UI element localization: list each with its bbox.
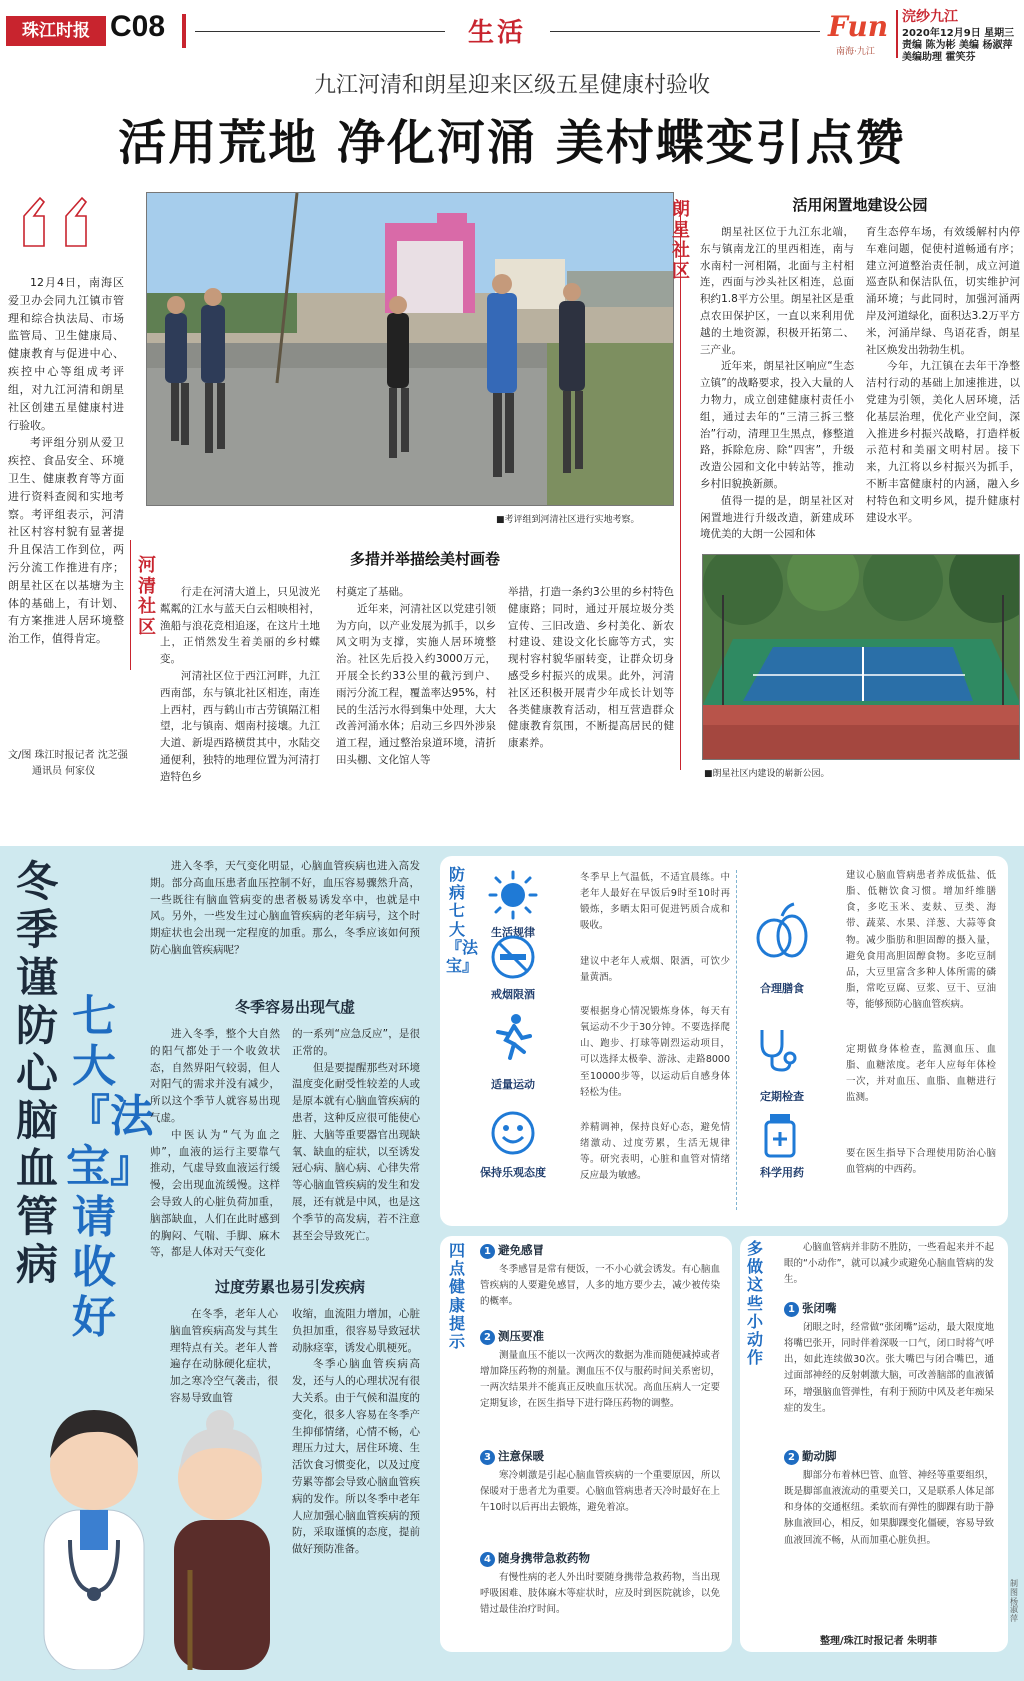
proof-line: 美编助理 霍笑芬	[902, 52, 976, 63]
body-paragraph: 河清社区位于西江河畔，九江西南部，东与镇北社区相连，南连上西村，西与鹤山市古劳镇隔江相望，北与镇南、烟南村接壤。九江大道、新堤西路横贯其中，水陆交通便利，独特的地理位置为河清打造特色乡	[160, 669, 320, 783]
action-number: 1	[784, 1302, 799, 1317]
item-text: 冬季早上气温低，不适宜晨练。中老年人最好在早饭后9时至10时再锻炼，多晒太阳可促进钙质合成和吸收。	[580, 872, 730, 932]
byline-reporter: 文/图 珠江时报记者 沈芝强	[8, 750, 128, 761]
byline	[8, 748, 140, 780]
medicine-icon	[760, 1110, 800, 1160]
sun-icon	[488, 870, 538, 920]
body-paragraph: 近年来，河清社区以党建引领为方向，以产业发展为抓手，以乡风文明为支撑，实施人居环境整治。社区先后投入约3000万元，开展全长约33公里的截污到户、雨污分流工程，覆盖率达95%，村民的生活污水得到集中处理，大大改善河涌水体；启动三乡四外涉泉道工程，通过整治泉道环境，清折田头棚、文化馆人等	[336, 602, 496, 766]
body-paragraph: 收缩，血流阻力增加，心脏负担加重，很容易导致冠状动脉痉挛，诱发心肌梗死。	[292, 1308, 420, 1354]
lead-text	[8, 274, 124, 648]
article-headline: 活用荒地 净化河涌 美村蝶变引点赞	[118, 115, 906, 171]
byline-correspondent: 通讯员 何家仪	[32, 766, 96, 777]
item-text: 建议中老年人戒烟、限酒，可饮少量黄酒。	[580, 956, 730, 984]
item-label: 适量运动	[491, 1078, 535, 1091]
header-rule-left	[195, 31, 445, 32]
tip-text: 冬季感冒是常有便饭，一不小心就会诱发。有心脑血管疾病的人要避免感冒，人多的地方要少去，减少被传染的概率。	[480, 1264, 720, 1308]
section-name: 生活	[468, 18, 527, 48]
tip-heading	[480, 1242, 544, 1259]
header-divider	[896, 10, 898, 58]
photo-caption: ■考评组到河清社区进行实地考察。	[496, 515, 640, 525]
action-title: 勤动脚	[802, 1449, 837, 1463]
tip-number: 3	[480, 1450, 495, 1465]
action-text: 闭眼之时，经常做“张闭嘴”运动，最大限度地将嘴巴张开，同时伴着深吸一口气，闭口时将气呼出，如此连续做30次。张大嘴巴与闭合嘴巴，通过面部神经的反射刺激大脑，可改善脑部的血液循环，增强脑血管弹性，有利于预防中风及老年痴呆症的发生。	[784, 1322, 994, 1414]
tip-heading	[480, 1550, 590, 1567]
body-paragraph: 村奠定了基础。	[336, 586, 410, 598]
intro-text	[150, 858, 420, 959]
tip-title: 避免感冒	[498, 1243, 544, 1257]
section-title-park: 活用闲置地建设公园	[792, 196, 928, 214]
item-text: 要在医生指导下合理使用防治心脑血管病的中西药。	[846, 1148, 996, 1176]
sec1-column-2	[336, 584, 496, 769]
label-seven-treasures: 防病七大『法宝』	[446, 865, 479, 976]
park-photo	[702, 554, 1020, 760]
tip-text: 有慢性病的老人外出时要随身携带急救药物，当出现呼吸困难、肢体麻木等症状时，应及时到医院就诊，以免错过最佳治疗时间。	[480, 1572, 720, 1616]
column-rule	[680, 200, 681, 770]
card-divider	[736, 870, 737, 1210]
item-label: 生活规律	[491, 926, 535, 939]
sec2-column-1	[700, 224, 854, 543]
winter-title: 冬季谨防心脑血管病	[15, 857, 58, 1289]
seven-treasures-title: 七大『法宝』请收好	[66, 991, 154, 1343]
body-paragraph: 今年，九江镇在去年干净整洁村行动的基础上加速推进，以党建为引领，美化人居环境，活化基层治理，优化产业空间，深入推进乡村振兴战略，打造样板示范村和美丽文明村居。接下来，九江将以乡村振兴为抓手，不断丰富健康村的内涵，融入乡村特色和文明乡风，提升健康村建设水平。	[866, 360, 1020, 524]
sec2-column-2	[866, 224, 1020, 526]
park-caption: ■朗星社区内建设的崭新公园。	[704, 769, 830, 779]
subhead-qi-deficiency: 冬季容易出现气虚	[234, 998, 355, 1016]
page-number: C08	[110, 10, 166, 43]
action-title: 张闭嘴	[802, 1301, 837, 1315]
body-paragraph: 育生态停车场，有效缓解村内停车难问题，促使村道畅通有序；建立河道整治责任制，成立河道巡查队和保洁队伍，切实维护河涌环境；与此同时，加强河涌两岸及河道绿化，面积达3.2万平方米，河涌岸绿、鸟语花香，朗星社区焕发出勃勃生机。	[866, 226, 1020, 356]
action-number: 2	[784, 1450, 799, 1465]
logo-sub: 南海·九江	[836, 47, 875, 57]
article-subhead: 九江河清和朗星迎来区级五星健康村验收	[313, 73, 710, 98]
tip-heading	[480, 1448, 544, 1465]
tip-number: 2	[480, 1330, 495, 1345]
body-paragraph: 的一系列“应急反应”，是很正常的。	[292, 1028, 420, 1057]
action-text: 脚部分布着林巴管、血管、神经等重要组织，既是脚部血液流动的重要关口，又是联系人体足部和身体的交通枢纽。柔软而有弹性的脚踝有助于静脉血液回心，相反，如果脚踝变化僵硬，容易导致血液回流不畅，从而加重心脏负担。	[784, 1470, 994, 1546]
item-text: 要根据身心情况锻炼身体，每天有氧运动不少于30分钟。不要选择爬山、跑步、打球等剧烈运动项目，可以选择太极拳、游泳、走路8000至10000步等，以运动后自感身体轻松为佳。	[580, 1006, 730, 1098]
item-label: 科学用药	[760, 1166, 804, 1179]
body-paragraph: 举措，打造一条约3公里的乡村特色健康路；同时，通过开展垃圾分类宣传、三旧改造、乡村美化、新农村建设、建设文化长廊等方式，实现村容村貌华丽转变，让群众切身感受乡村振兴的成果。此外，河清社区还积极开展青少年成长计划等各类健康教育活动，相互营造群众健康教育氛围，不断提高居民的健康素养。	[508, 586, 674, 750]
body-paragraph: 进入冬季，整个大自然的阳气都处于一个收敛状态，自然界阳气较弱，但人对阳气的需求并没有减少，所以这个季节人就容易出现气虚。	[150, 1028, 280, 1124]
inspection-photo	[146, 192, 674, 506]
body-paragraph: 行走在河清大道上，只见波光粼粼的江水与蓝天白云相映相衬，渔船与浪花竞相追逐，在这片土地上，正悄然发生着美丽的乡村蝶变。	[160, 586, 320, 666]
label-heqing: 河清社区	[138, 555, 156, 639]
lead-paragraph: 12月4日，南海区爱卫办会同九江镇市管理和综合执法局、市场监管局、卫生健康局、健康教育与促进中心、疾控中心等组成考评组，对九江河清和朗星社区创建五星健康村进行验收。	[8, 276, 124, 432]
tip-title: 注意保暖	[498, 1449, 544, 1463]
intro-paragraph: 进入冬季，天气变化明显，心脑血管疾病也进入高发期。部分高血压患者血压控制不好，血压容易骤然升高，一些既往有脑血管病变的患者极易诱发卒中，也就是中风。另外，一些发生过心脑血管疾病的老年病号，这个时期症状也会出现一定程度的加重。那么，冬季应该如何预防心脑血管疾病呢？	[150, 860, 420, 956]
vegetable-icon	[752, 900, 812, 960]
overwork-column-2	[292, 1306, 420, 1558]
body-paragraph: 近年来，朗星社区响应“生态立镇”的战略要求，投入大量的人力物力，成立创建健康村责任小组，通过去年的“三清三拆三整治”行动，清理卫生黑点，修整道路，拆除危房、除“四害”，升级改造公园和文化中转站等，推动乡村旧貌换新颜。	[700, 360, 854, 490]
column-title: 浣纱九江	[902, 9, 958, 25]
park-photo-art	[703, 555, 1020, 760]
item-label: 保持乐观态度	[480, 1166, 546, 1179]
tip-text: 测量血压不能以一次两次的数据为准而随便减掉或者增加降压药物的剂量。测血压不仅与服药时间关系密切，一两次结果并不能真正反映血压状况。高血压病人一定要定期复诊，在医生指导下进行降压药物的调整。	[480, 1350, 720, 1410]
running-icon	[488, 1012, 538, 1062]
tip-title: 测压要准	[498, 1329, 544, 1343]
header-rule-right	[550, 31, 820, 32]
stethoscope-icon	[752, 1024, 802, 1074]
body-paragraph: 朗星社区位于九江东北端，东与镇南龙江的里西相连，南与水南村一河相隔，北面与主村相连，西面与沙头社区相连，总面积约1.8平方公里。朗星社区是重点农田保护区，一直以来利用优越的土地资源，积极开拓第二、三产业。	[700, 226, 854, 356]
no-smoking-icon	[488, 932, 538, 982]
more-actions-card	[740, 1236, 1008, 1652]
logo-script: Fun	[828, 10, 889, 43]
doctor-and-elder-illustration	[14, 1370, 284, 1670]
item-text: 建议心脑血管病患者养成低盐、低脂、低糖饮食习惯。增加纤维膳食，多吃玉米、麦麸、豆类、海带、蔬菜、水果、洋葱、大蒜等食物。减少脂肪和胆固醇的摄入量，避免食用高胆固醇食物。多吃豆制品，大豆里富含多种人体所需的磷脂，常吃豆腐、豆浆、豆干、豆油等，能够预防心脑血管疾病。	[846, 870, 996, 1011]
item-label: 戒烟限酒	[491, 988, 535, 1001]
action-heading	[784, 1448, 837, 1465]
inspection-photo-art	[147, 193, 674, 506]
quote-mark-icon	[18, 196, 104, 250]
body-paragraph: 值得一提的是，朗星社区对闲置地进行升级改造，新建成环境优美的大朗一公园和体	[700, 494, 854, 541]
qi-column-2	[292, 1026, 420, 1244]
heqing-rule	[130, 540, 131, 670]
tip-title: 随身携带急救药物	[498, 1551, 590, 1565]
tip-number: 4	[480, 1552, 495, 1567]
fun-logo	[826, 8, 894, 56]
section-title-beautify: 多措并举描绘美村画卷	[349, 550, 500, 568]
subhead-overwork: 过度劳累也易引发疾病	[214, 1278, 365, 1296]
item-label: 合理膳食	[760, 982, 804, 995]
label-more-actions: 多做这些小动作	[746, 1239, 763, 1368]
more-intro: 心脑血管病并非防不胜防，一些看起来并不起眼的“小动作”，就可以减少或避免心脑血管病的发生。	[784, 1242, 994, 1286]
tip-number: 1	[480, 1244, 495, 1259]
lead-paragraph: 考评组分别从爱卫疾控、食品安全、环境卫生、健康教育等方面进行资料查阅和实地考察。考评组表示，河清社区村容村貌有显著提升且保洁工作到位，两污分流工作推进有序；朗星社区在以基塘为主体的基础上，有计划、有方案推进人居环境整治工作，值得肯定。	[8, 436, 124, 646]
label-four-tips: 四点健康提示	[448, 1241, 465, 1352]
vertical-credit: 制图 杨淑萍	[1010, 1579, 1018, 1624]
action-heading	[784, 1300, 837, 1317]
editor-line: 责编 陈为彬 美编 杨淑萍	[902, 40, 1013, 51]
body-paragraph: 冬季心脑血管疾病高发，还与人的心理状况有很大关系。由于气候和温度的变化，很多人容易在冬季产生抑郁情绪，心情不畅，心理压力过大，居住环境、生活饮食习惯变化，以及过度劳累等都会导致心脑血管疾病的发作。所以冬季中老年人应加强心脑血管疾病的预防，采取谨慎的态度，提前做好预防准备。	[292, 1358, 420, 1556]
label-langxing: 朗星社区	[672, 199, 690, 283]
body-paragraph: 中医认为“气为血之帅”，血液的运行主要靠气推动，气虚导致血液运行缓慢，会出现血流缓慢。这样会导致人的心脏负荷加重，脑部缺血，人们在此时感到的胸闷、气喘、手脚、麻木等，都是人体对天气变化	[150, 1128, 280, 1259]
sec1-column-1	[160, 584, 320, 786]
tip-heading	[480, 1328, 544, 1345]
qi-column-1	[150, 1026, 280, 1261]
tip-text: 寒冷刺激是引起心脑血管疾病的一个重要原因，所以保暖对于患者尤为重要。心脑血管病患者天冷时最好在上午10时以后再出去锻炼，避免着凉。	[480, 1470, 720, 1514]
panel-byline: 整理/珠江时报记者 朱明菲	[820, 1636, 938, 1647]
newspaper-name: 珠江时报	[6, 16, 106, 46]
item-text: 定期做身体检查，监测血压、血脂、血糖浓度。老年人应每年体检一次，并对血压、血脂、血糖进行监测。	[846, 1044, 996, 1104]
sec1-column-3	[508, 584, 674, 752]
item-label: 定期检查	[760, 1090, 804, 1103]
body-paragraph: 在冬季，老年人心脑血管疾病高发与其生理特点有关。老年人普遍存在动脉硬化症状，加之寒冷空气袭击，很容易导致血管	[170, 1308, 278, 1404]
item-text: 养精调神，保持良好心态，避免情绪激动、过度劳累，生活无规律等。研究表明，心脏和血管对情绪反应最为敏感。	[580, 1122, 730, 1182]
issue-date: 2020年12月9日 星期三	[902, 28, 1015, 39]
body-paragraph: 但是要提醒那些对环境温度变化耐受性较差的人或是原本就有心脑血管疾病的患者，这种反应很可能使心脏、大脑等重要器官出现缺氧、缺血的症状，以至诱发冠心病、脑心病、心律失常等心脑血管疾病的发生和发展，还有就是中风，也是这个季节的高发病，若不注意甚至会导致死亡。	[292, 1061, 420, 1242]
smile-icon	[488, 1108, 538, 1158]
header-bar	[182, 14, 186, 48]
